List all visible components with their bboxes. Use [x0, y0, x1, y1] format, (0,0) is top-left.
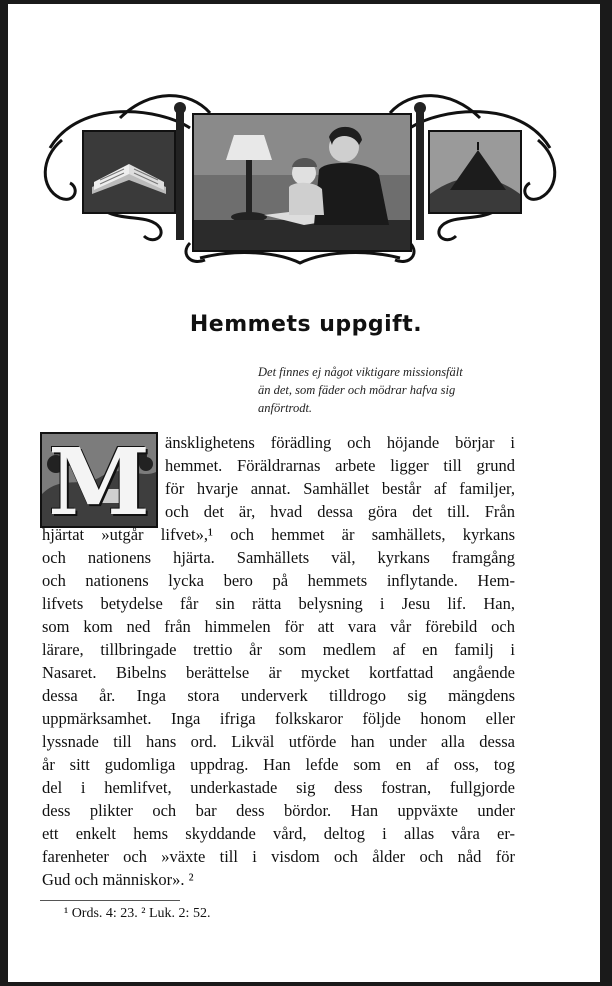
body-line: för hvarje annat. Samhället består af familjer,	[165, 479, 515, 498]
body-line: år sitt gudomliga uppdrag. Han lefde som en af oss, tog	[42, 755, 515, 774]
mother-child-icon	[194, 115, 410, 250]
drop-cap-initial	[40, 432, 158, 528]
family-reading-image	[192, 113, 412, 252]
body-line: änsklighetens förädling och höjande börjar i	[165, 433, 515, 452]
scan-border-right	[600, 0, 612, 986]
footnotes: ¹ Ords. 4: 23. ² Luk. 2: 52.	[64, 906, 211, 921]
epigraph-line: anförtrodt.	[258, 401, 313, 415]
epigraph	[258, 363, 538, 417]
tent-image	[428, 130, 522, 214]
scan-border-left	[0, 0, 8, 986]
body-line: och nationens lycka bero på hemmets inflytande. Hem-	[42, 571, 515, 590]
body-line: lifvets betydelse får sin rätta belysning i Jesu lif. Han,	[42, 594, 515, 613]
scan-border-top	[0, 0, 612, 4]
body-line: lärare, tillbringade trettio år som medlem af en familj i	[42, 640, 515, 659]
body-line: hemmet. Föräldrarnas arbete ligger till grund	[165, 456, 515, 475]
body-line: dessa år. Inga stora underverk tilldrogo sig mängdens	[42, 686, 515, 705]
epigraph-line: Det finnes ej något viktigare missionsfält	[258, 365, 463, 379]
scan-border-bottom	[0, 982, 612, 986]
chapter-title: Hemmets uppgift.	[189, 312, 423, 337]
open-book-icon	[84, 132, 174, 212]
body-line: Gud och människor». ²	[42, 870, 194, 889]
body-line: hjärtat »utgår lifvet»,¹ och hemmet är samhällets, kyrkans	[42, 525, 515, 544]
body-line: Nasaret. Bibelns berättelse är mycket kortfattad angående	[42, 663, 515, 682]
drop-cap-letter: M	[48, 432, 150, 528]
book-image	[82, 130, 176, 214]
body-line: och det är, hvad dessa göra det till. Från	[165, 502, 515, 521]
body-line: och nationens hjärta. Samhällets väl, kyrkans framgång	[42, 548, 515, 567]
footnote-rule	[40, 900, 180, 901]
body-line: farenheter och »växte till i visdom och ålder och nåd för	[42, 847, 515, 866]
body-line: uppmärksamhet. Inga ifriga folkskaror följde honom eller	[42, 709, 515, 728]
body-line: ett enkelt hems skyddande vård, deltog i allas våra er-	[42, 824, 515, 843]
headpiece-illustration	[40, 78, 560, 268]
body-line: lyssnade till hans ord. Likväl utförde han under alla dessa	[42, 732, 515, 751]
body-line: del i hemlifvet, underkastade sig dess fostran, fullgjorde	[42, 778, 515, 797]
body-line: dess plikter och bar dess bördor. Han uppväxte under	[42, 801, 515, 820]
epigraph-line: än det, som fäder och mödrar hafva sig	[258, 383, 456, 397]
tent-icon	[430, 132, 520, 212]
body-line: som kom ned från himmelen för att vara vår förebild och	[42, 617, 515, 636]
